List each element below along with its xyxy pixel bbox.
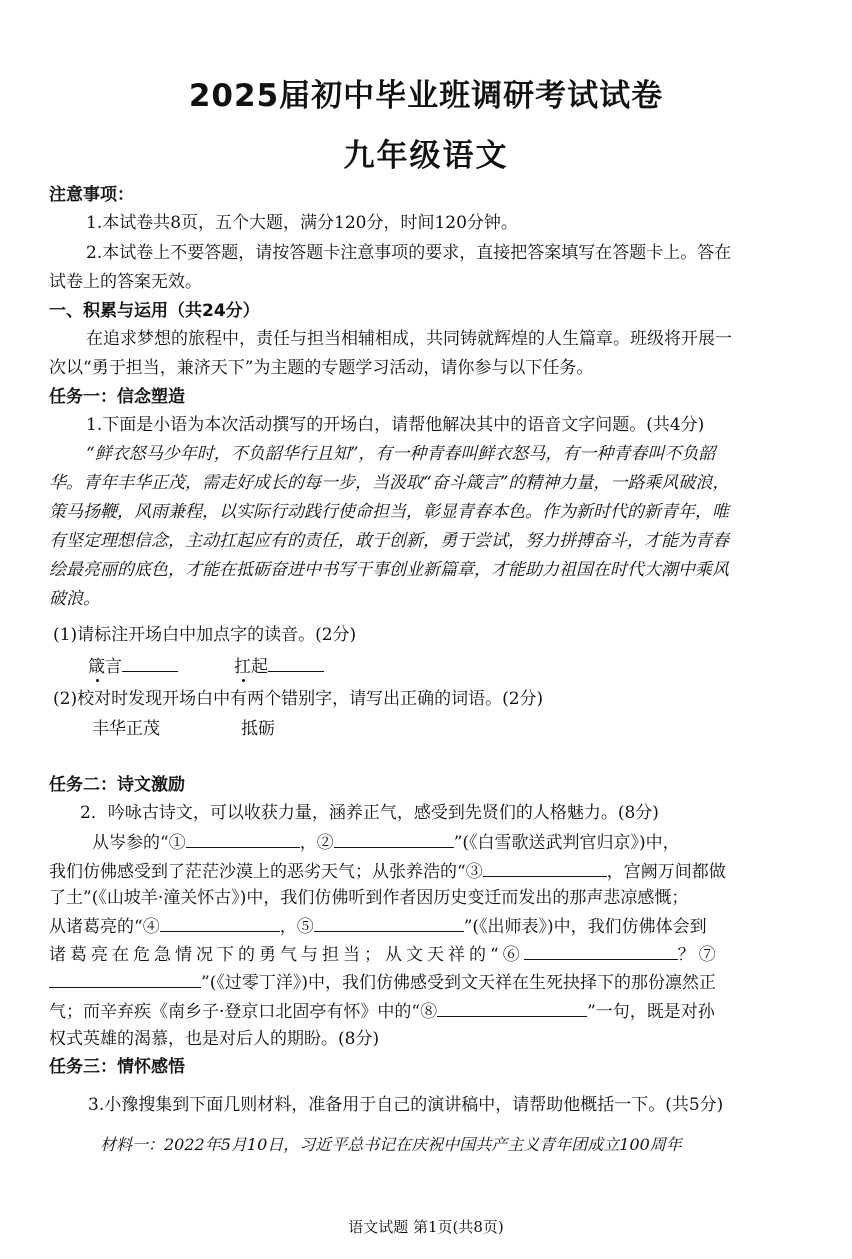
wrong-word-1: 丰华正茂 [92,719,160,739]
fill-text: ，② [299,833,334,853]
fill-line [49,915,707,938]
fill-text: 我们仿佛感受到了茫茫沙漠上的恶劣天气；从张养浩的“③ [49,862,483,882]
passage-line: 华。青年丰华正茂，需走好成长的每一步，当汲取“奋斗箴言”的精神力量，一路乘风破浪， [49,473,730,493]
section-1-intro-line-1: 在追求梦想的旅程中，责任与担当相辅相成，共同铸就辉煌的人生篇章。班级将开展一 [86,329,732,349]
fill-text: 从诸葛亮的“④ [49,917,160,937]
fill-text: ”(《出师表》)中，我们仿佛体会到 [463,917,707,937]
fill-text: ？⑦ [677,945,720,965]
pinyin-item-2 [234,655,324,678]
exam-subtitle: 九年级语文 [343,138,509,174]
answer-blank-8[interactable] [437,1000,587,1017]
pinyin-item-1 [88,655,178,678]
answer-blank-6[interactable] [524,943,678,960]
answer-blank-5[interactable] [314,915,464,932]
plain-char: 言 [105,657,122,677]
answer-blank-1[interactable] [186,831,300,848]
fill-line: 权式英雄的渴慕，也是对后人的期盼。(8分) [49,1029,380,1049]
fill-text: ”(《白雪歌送武判官归京》)中， [453,833,680,853]
fill-line [49,860,726,883]
page-footer: 语文试题 第1页(共8页) [348,1218,504,1236]
passage-line: 绘最亮丽的底色，才能在抵砺奋进中书写干事创业新篇章，才能助力祖国在时代大潮中乘风 [49,560,729,580]
fill-line [49,943,720,966]
exam-title: 2025届初中毕业班调研考试试卷 [188,78,664,114]
answer-blank-2[interactable] [334,831,454,848]
answer-blank[interactable] [268,655,324,672]
fill-line [49,1000,715,1023]
answer-blank-4[interactable] [160,915,280,932]
section-1-intro-line-2: 次以“勇于担当，兼济天下”为主题的专题学习活动，请你参与以下任务。 [49,358,594,378]
passage-line: 破浪。 [49,589,100,609]
question-3: 3.小豫搜集到下面几则材料，准备用于自己的演讲稿中，请帮助他概括一下。(共5分) [88,1095,724,1115]
fill-line [49,971,716,994]
fill-line [92,831,680,854]
dotted-char: 扛 [234,657,251,677]
notice-heading: 注意事项： [49,185,134,205]
question-1: 1.下面是小语为本次活动撰写的开场白，请帮他解决其中的语音文字问题。(共4分) [86,415,705,435]
notice-item-2-line-2: 试卷上的答案无效。 [49,272,202,292]
fill-text: 诸葛亮在危急情况下的勇气与担当；从文天祥的“⑥ [49,945,524,965]
subquestion-2: (2)校对时发现开场白中有两个错别字，请写出正确的词语。(2分) [53,689,544,709]
fill-text: ”一句，既是对孙 [587,1002,715,1022]
fill-text: ，⑤ [279,917,314,937]
passage-line: 有坚定理想信念，主动扛起应有的责任，敢于创新，勇于尝试，努力拼搏奋斗，才能为青春 [49,531,729,551]
fill-line: 了土”(《山坡羊·潼关怀古》)中，我们仿佛听到作者因历史变迁而发出的那声悲凉感慨； [49,888,689,908]
wrong-word-2: 抵砺 [241,719,275,739]
section-1-heading: 一、积累与运用（共24分） [49,301,260,321]
question-2: 2．吟咏古诗文，可以收获力量，涵养正气，感受到先贤们的人格魅力。(8分) [80,803,659,823]
task-2-heading: 任务二：诗文激励 [49,775,185,795]
passage-line: “鲜衣怒马少年时，不负韶华行且知”，有一种青春叫鲜衣怒马，有一种青春叫不负韶 [86,444,716,464]
fill-text: 气；而辛弃疾《南乡子·登京口北固亭有怀》中的“⑧ [49,1002,438,1022]
fill-text: ，宫阙万间都做 [606,862,726,882]
subquestion-1: (1)请标注开场白中加点字的读音。(2分) [53,625,357,645]
material-1: 材料一：2022年5月10日，习近平总书记在庆祝中国共产主义青年团成立100周年 [100,1135,682,1154]
fill-text: 从岑参的“① [92,833,186,853]
answer-blank-3[interactable] [483,860,607,877]
plain-char: 起 [251,657,268,677]
dotted-char: 箴 [88,657,105,677]
fill-text: ”(《过零丁洋》)中，我们仿佛感受到文天祥在生死抉择下的那份凛然正 [201,973,716,993]
notice-item-2-line-1: 2.本试卷上不要答题，请按答题卡注意事项的要求，直接把答案填写在答题卡上。答在 [86,243,732,263]
answer-blank[interactable] [122,655,178,672]
passage-line: 策马扬鞭，风雨兼程，以实际行动践行使命担当，彰显青春本色。作为新时代的新青年，唯 [49,502,729,522]
task-3-heading: 任务三：情怀感悟 [49,1057,185,1077]
task-1-heading: 任务一：信念塑造 [49,387,185,407]
answer-blank-7[interactable] [49,971,201,988]
notice-item-1: 1.本试卷共8页，五个大题，满分120分，时间120分钟。 [86,213,518,233]
